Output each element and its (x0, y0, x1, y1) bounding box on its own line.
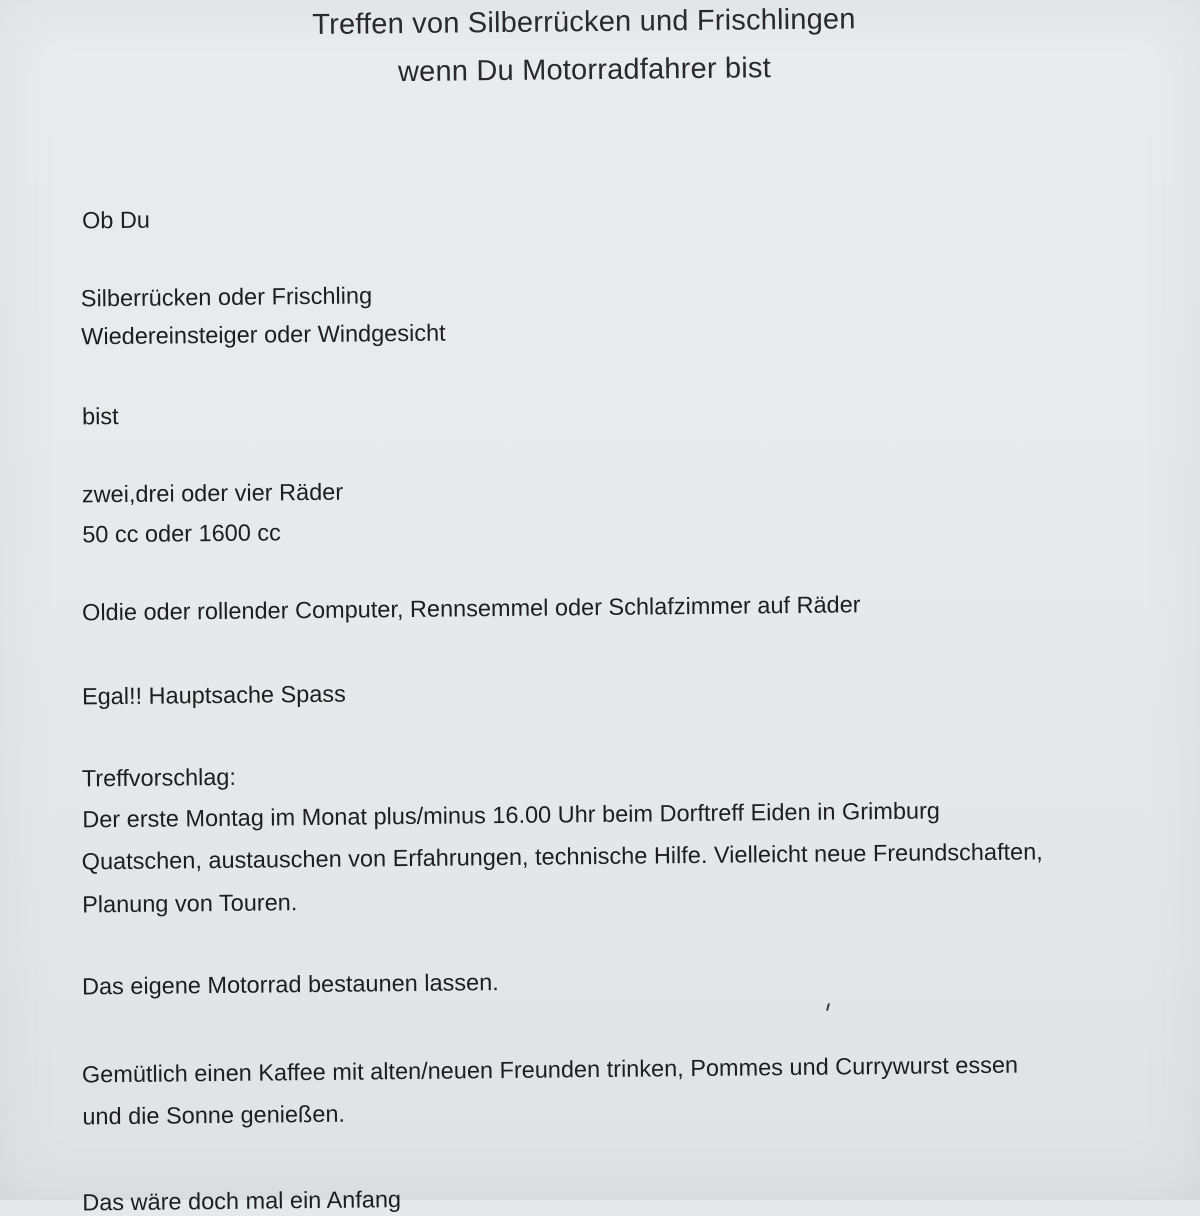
body-line: Gemütlich einen Kaffee mit alten/neuen Freunden trinken, Pommes und Currywurst essen (81, 1051, 1019, 1088)
title-line-1: Treffen von Silberrücken und Frischlingen (312, 3, 856, 41)
body-line: Oldie oder rollender Computer, Rennsemmel oder Schlafzimmer auf Räder (81, 591, 861, 626)
body-line: Wiedereinsteiger oder Windgesicht (81, 319, 446, 350)
body-line: Das wäre doch mal ein Anfang (82, 1186, 402, 1216)
body-line: Egal!! Hauptsache Spass (81, 680, 346, 710)
body-line: Ob Du (81, 206, 151, 234)
body-line: und die Sonne genießen. (82, 1100, 346, 1130)
body-line: Treffvorschlag: (81, 763, 237, 792)
body-line: Der erste Montag im Monat plus/minus 16.00 Uhr beim Dorftreff Eiden in Grimburg (82, 797, 941, 833)
body-line: Silberrücken oder Frischling (80, 282, 373, 312)
body-line: 50 cc oder 1600 cc (82, 519, 281, 548)
body-line: Quatschen, austauschen von Erfahrungen, technische Hilfe. Vielleicht neue Freundschaften, (81, 838, 1043, 875)
body-line: Planung von Touren. (82, 889, 298, 918)
body-line: Das eigene Motorrad bestaunen lassen. (81, 969, 499, 1000)
body-line: zwei,drei oder vier Räder (81, 478, 344, 508)
title-line-2: wenn Du Motorradfahrer bist (397, 52, 772, 89)
body-line: bist (81, 403, 119, 430)
